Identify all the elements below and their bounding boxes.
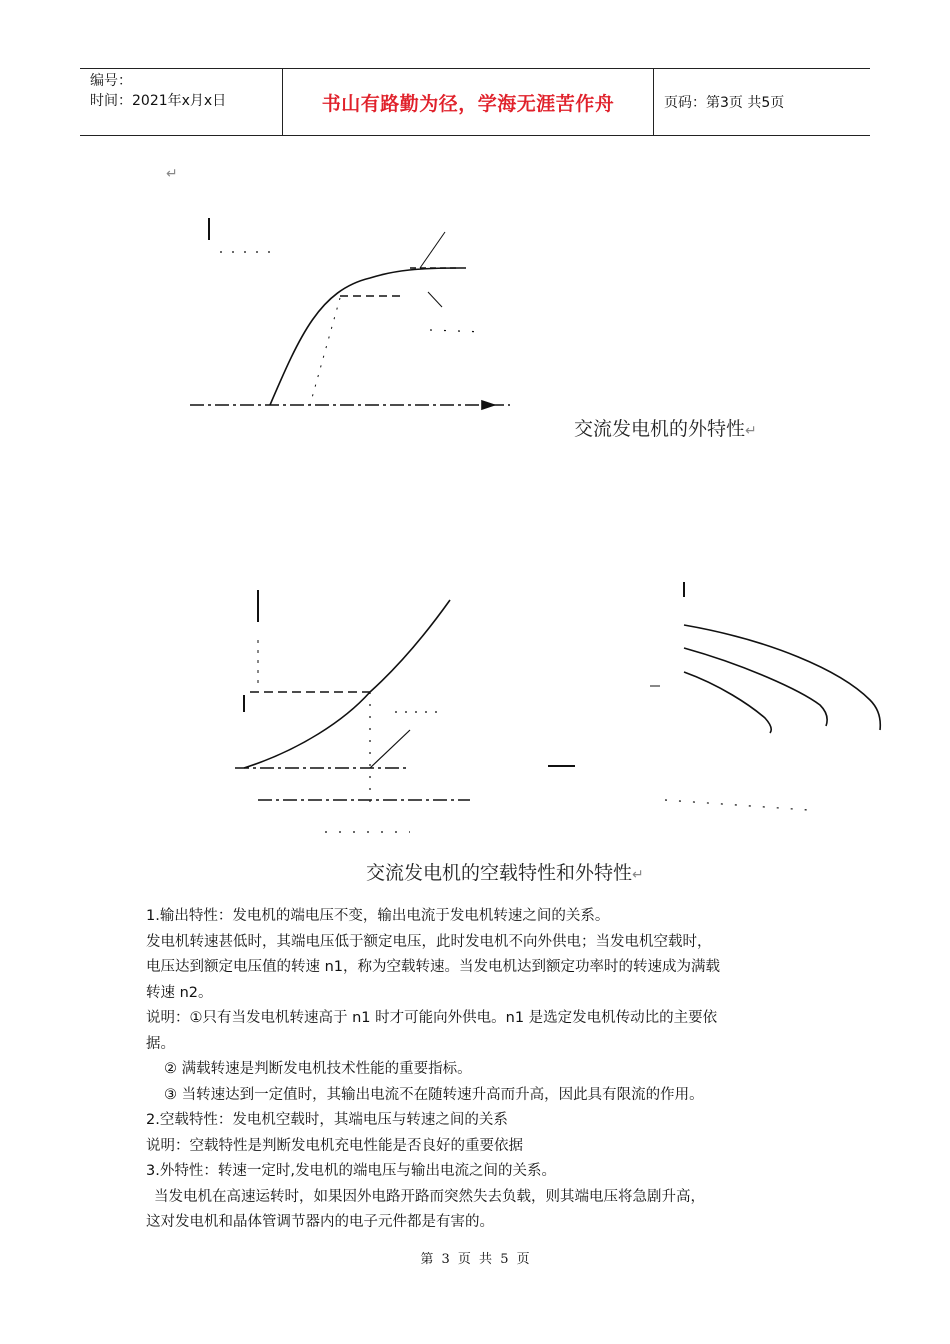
figure3-dots xyxy=(665,800,808,810)
caption2-return-icon: ↵ xyxy=(632,867,644,883)
number-label: 编号： xyxy=(90,73,132,89)
paragraph-note: 说明：①只有当发电机转速高于 n1 时才可能向外供电。n1 是选定发电机传动比的主要依 xyxy=(146,1010,718,1026)
paragraph-line: 据。 xyxy=(146,1035,175,1052)
figure3-curve-3 xyxy=(684,672,771,733)
body-text xyxy=(146,904,816,1236)
return-mark-icon: ↵ xyxy=(166,166,178,182)
page-footer: 第 3 页 共 5 页 xyxy=(420,1252,530,1267)
paragraph-noload-characteristic: 2.空载特性：发电机空载时，其端电压与转速之间的关系 xyxy=(146,1112,508,1128)
figure2-caption-text: 交流发电机的空载特性和外特性 xyxy=(366,862,633,884)
paragraph-line: 这对发电机和晶体管调节器内的电子元件都是有害的。 xyxy=(146,1214,494,1230)
paragraph-note-2: ② 满载转速是判断发电机技术性能的重要指标。 xyxy=(164,1061,472,1077)
caption1-return-icon: ↵ xyxy=(745,423,757,439)
paragraph-output-characteristic: 1.输出特性：发电机的端电压不变，输出电流于发电机转速之间的关系。 xyxy=(146,908,610,924)
time-label: 时间：2021年x月x日 xyxy=(90,93,227,109)
motto-text: 书山有路勤为径，学海无涯苦作舟 xyxy=(321,92,615,115)
paragraph-line: 电压达到额定电压值的转速 n1，称为空载转速。当发电机达到额定功率时的转速成为满载 xyxy=(146,959,721,975)
figure2-caption xyxy=(366,858,644,885)
paragraph-line: 当发电机在高速运转时，如果因外电路开路而突然失去负载，则其端电压将急剧升高， xyxy=(154,1188,705,1205)
figure1-caption-text: 交流发电机的外特性 xyxy=(574,418,746,440)
figure3-curve-1 xyxy=(684,625,880,730)
paragraph-note: 说明：空载特性是判断发电机充电性能是否良好的重要依据 xyxy=(146,1137,523,1154)
page-info: 页码：第3页 共5页 xyxy=(664,95,785,111)
paragraph-line: 转速 n2。 xyxy=(146,984,213,1001)
paragraph-line: 发电机转速甚低时，其端电压低于额定电压，此时发电机不向外供电；当发电机空载时， xyxy=(146,933,712,950)
paragraph-external-characteristic: 3.外特性：转速一定时,发电机的端电压与输出电流之间的关系。 xyxy=(146,1163,556,1179)
paragraph-note-3: ③ 当转速达到一定值时，其输出电流不在随转速升高而升高，因此具有限流的作用。 xyxy=(164,1086,704,1103)
